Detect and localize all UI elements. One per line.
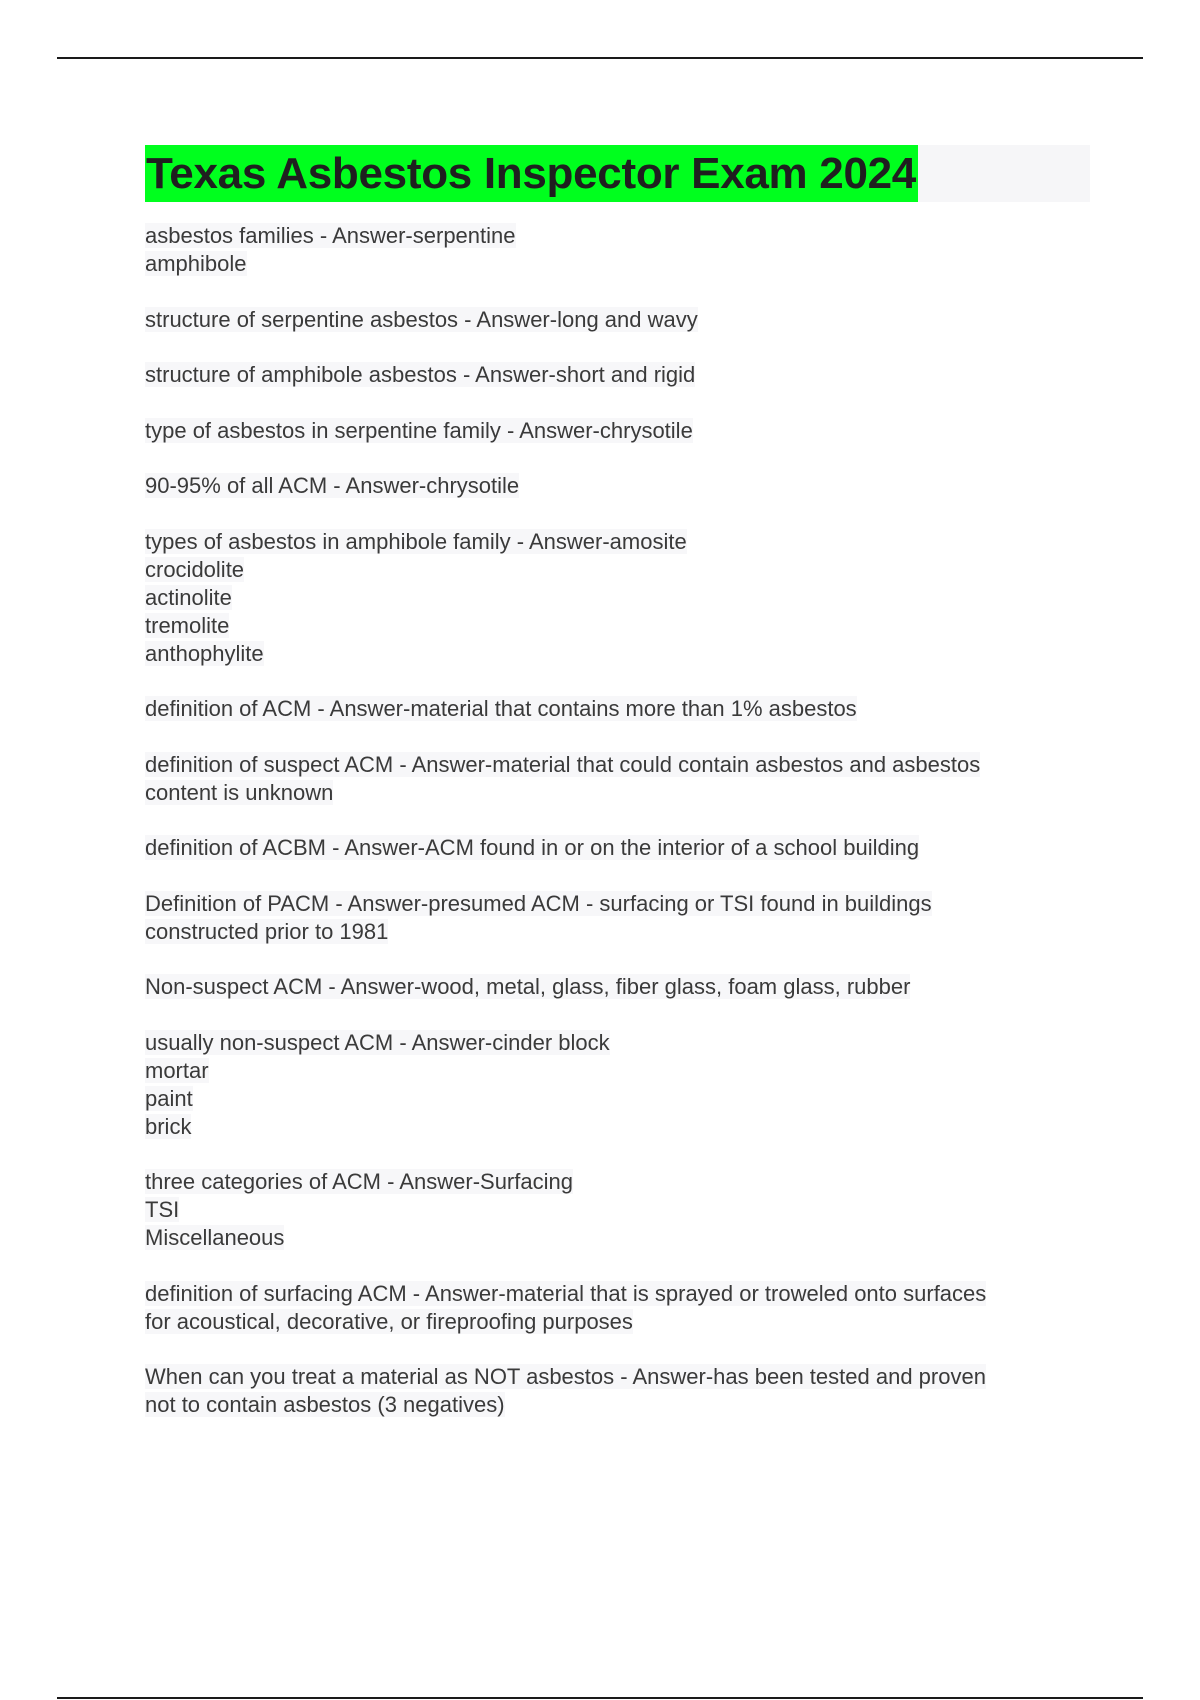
qa-entry bbox=[145, 472, 1090, 500]
qa-line: definition of ACM - Answer-material that contains more than 1% asbestos bbox=[145, 696, 857, 721]
qa-entry bbox=[145, 973, 1090, 1001]
qa-line: anthophylite bbox=[145, 640, 264, 666]
qa-line: structure of amphibole asbestos - Answer-short and rigid bbox=[145, 362, 696, 387]
qa-entry bbox=[145, 528, 1090, 668]
qa-entry bbox=[145, 1168, 1090, 1252]
qa-line: content is unknown bbox=[145, 779, 334, 805]
qa-line: paint bbox=[145, 1085, 193, 1111]
qa-line: asbestos families - Answer-serpentine bbox=[145, 223, 516, 248]
qa-line: actinolite bbox=[145, 584, 232, 610]
qa-line: constructed prior to 1981 bbox=[145, 918, 389, 944]
qa-entry bbox=[145, 890, 1090, 946]
title-band bbox=[145, 145, 1090, 202]
qa-line: structure of serpentine asbestos - Answer-long and wavy bbox=[145, 306, 698, 332]
qa-entry bbox=[145, 1280, 1090, 1336]
qa-entry bbox=[145, 834, 1090, 862]
qa-entry bbox=[145, 1363, 1090, 1419]
qa-line: three categories of ACM - Answer-Surfacing bbox=[145, 1169, 573, 1194]
qa-line: brick bbox=[145, 1113, 192, 1139]
qa-line: definition of surfacing ACM - Answer-material that is sprayed or troweled onto surfaces bbox=[145, 1280, 987, 1306]
qa-line: amphibole bbox=[145, 251, 247, 276]
qa-line: not to contain asbestos (3 negatives) bbox=[145, 1392, 505, 1417]
qa-line: Non-suspect ACM - Answer-wood, metal, glass, fiber glass, foam glass, rubber bbox=[145, 974, 911, 999]
qa-line: 90-95% of all ACM - Answer-chrysotile bbox=[145, 473, 520, 498]
footer-rule bbox=[57, 1697, 1143, 1699]
qa-line: definition of ACBM - Answer-ACM found in or on the interior of a school building bbox=[145, 835, 920, 860]
qa-entry bbox=[145, 222, 1090, 278]
qa-line: types of asbestos in amphibole family - Answer-amosite bbox=[145, 528, 687, 554]
qa-line: tremolite bbox=[145, 612, 230, 638]
qa-line: Miscellaneous bbox=[145, 1225, 285, 1250]
qa-line: Definition of PACM - Answer-presumed ACM - surfacing or TSI found in buildings bbox=[145, 890, 932, 916]
header-rule bbox=[57, 57, 1143, 59]
qa-line: definition of suspect ACM - Answer-material that could contain asbestos and asbestos bbox=[145, 751, 981, 777]
qa-line: crocidolite bbox=[145, 556, 245, 582]
qa-entry bbox=[145, 751, 1090, 807]
qa-entry bbox=[145, 306, 1090, 334]
document-title: Texas Asbestos Inspector Exam 2024 bbox=[145, 145, 918, 202]
qa-line: for acoustical, decorative, or fireproofing purposes bbox=[145, 1308, 633, 1334]
qa-line: mortar bbox=[145, 1057, 209, 1083]
qa-entry bbox=[145, 361, 1090, 389]
qa-entry bbox=[145, 1029, 1090, 1141]
qa-line: TSI bbox=[145, 1197, 180, 1222]
document-body bbox=[145, 145, 1090, 1447]
qa-line: When can you treat a material as NOT asbestos - Answer-has been tested and proven bbox=[145, 1364, 986, 1389]
qa-line: type of asbestos in serpentine family - Answer-chrysotile bbox=[145, 417, 693, 443]
qa-entry bbox=[145, 417, 1090, 445]
qa-line: usually non-suspect ACM - Answer-cinder block bbox=[145, 1029, 610, 1055]
qa-entry bbox=[145, 695, 1090, 723]
